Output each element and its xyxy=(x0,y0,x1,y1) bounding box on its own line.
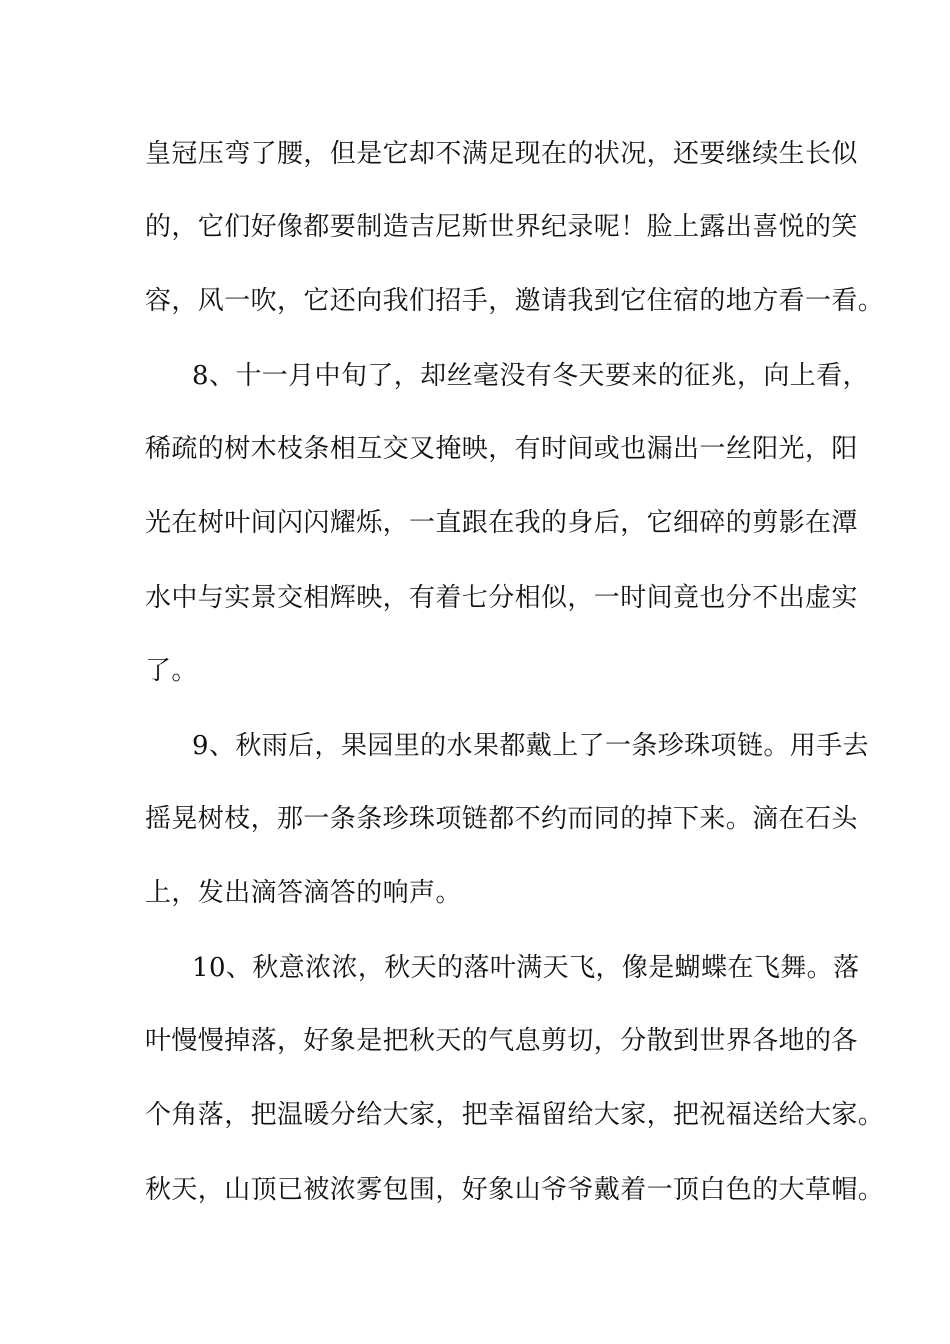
paragraph-start-8: 8、十一月中旬了，却丝毫没有冬天要来的征兆，向上看， xyxy=(192,361,869,391)
text-line: 叶慢慢掉落，好象是把秋天的气息剪切，分散到世界各地的各 xyxy=(145,1026,858,1056)
text-line: 秋天，山顶已被浓雾包围，好象山爷爷戴着一顶白色的大草帽。 xyxy=(145,1175,885,1205)
text-line: 的，它们好像都要制造吉尼斯世界纪录呢！脸上露出喜悦的笑 xyxy=(145,212,858,242)
text-line: 水中与实景交相辉映，有着七分相似，一时间竟也分不出虚实 xyxy=(145,583,858,613)
text-line: 皇冠压弯了腰，但是它却不满足现在的状况，还要继续生长似 xyxy=(145,139,858,169)
text-line: 了。 xyxy=(145,656,198,686)
paragraph-start-10: 10、秋意浓浓，秋天的落叶满天飞，像是蝴蝶在飞舞。落 xyxy=(192,953,860,983)
text-line: 光在树叶间闪闪耀烁，一直跟在我的身后，它细碎的剪影在潭 xyxy=(145,508,858,538)
text-line: 上，发出滴答滴答的响声。 xyxy=(145,878,462,908)
text-line: 稀疏的树木枝条相互交叉掩映，有时间或也漏出一丝阳光，阳 xyxy=(145,434,858,464)
text-line: 个角落，把温暖分给大家，把幸福留给大家，把祝福送给大家。 xyxy=(145,1100,885,1130)
text-line: 摇晃树枝，那一条条珍珠项链都不约而同的掉下来。滴在石头 xyxy=(145,804,858,834)
text-line: 容，风一吹，它还向我们招手，邀请我到它住宿的地方看一看。 xyxy=(145,286,885,316)
paragraph-start-9: 9、秋雨后，果园里的水果都戴上了一条珍珠项链。用手去 xyxy=(192,731,869,761)
